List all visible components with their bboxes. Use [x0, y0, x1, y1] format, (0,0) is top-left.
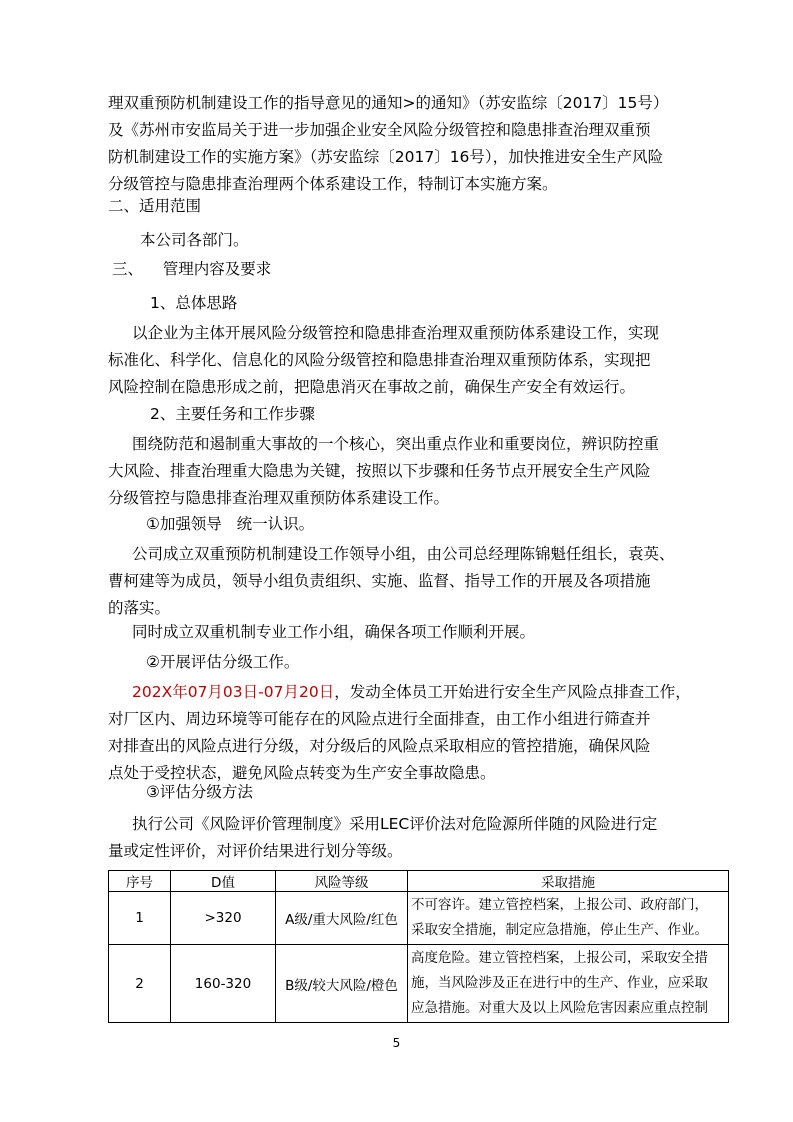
sub-two-title: 2、主要任务和工作步骤 [150, 405, 315, 423]
text-line: 以企业为主体开展风险分级管控和隐患排查治理双重预防体系建设工作，实现 [132, 324, 660, 342]
intro-paragraph [108, 90, 728, 198]
step-three-title: ③评估分级方法 [146, 783, 253, 801]
text-line: 的落实。 [108, 599, 171, 617]
text-line: 对厂区内、周边环境等可能存在的风险点进行全面排查，由工作小组进行筛查并 [108, 710, 651, 728]
text-line: 公司成立双重预防机制建设工作领导小组，由公司总经理陈锦魁任组长，袁英、 [132, 545, 675, 563]
risk-level-table [108, 870, 729, 1023]
step-one-paragraph [108, 541, 728, 622]
cell-no: 1 [109, 892, 171, 945]
step-three-paragraph [108, 811, 728, 865]
sub-one-paragraph [108, 320, 728, 401]
cell-risk-level: A级/重大风险/红色 [276, 892, 408, 945]
text-line: 点处于受控状态，避免风险点转变为生产安全事故隐患。 [108, 764, 496, 782]
measure-line: 应急措施。对重大及以上风险危害因素应重点控制 [411, 1000, 708, 1016]
section-two-title: 二、适用范围 [108, 197, 202, 215]
step-two-title: ②开展评估分级工作。 [146, 653, 300, 671]
text-line: 围绕防范和遏制重大事故的一个核心，突出重点作业和重要岗位，辨识防控重 [132, 435, 660, 453]
measure-line: 施，当风险涉及正在进行中的生产、作业，应采取 [411, 975, 708, 991]
text-line: 执行公司《风险评价管理制度》采用LEC评价法对危险源所伴随的风险进行定 [132, 815, 658, 833]
text-line: 大风险、排查治理重大隐患为关键，按照以下步骤和任务节点开展安全生产风险 [108, 462, 651, 480]
section-three-title: 三、 管理内容及要求 [112, 260, 272, 278]
sub-one-title: 1、总体思路 [150, 294, 238, 312]
column-header-risk-level: 风险等级 [276, 871, 408, 892]
cell-risk-level: B级/较大风险/橙色 [276, 945, 408, 1023]
column-header-no: 序号 [109, 871, 171, 892]
text-line: 量或定性评价，对评价结果进行划分等级。 [108, 842, 403, 860]
cell-measures [408, 945, 729, 1023]
page-number: 5 [392, 1036, 401, 1050]
text-line: 防机制建设工作的实施方案》（苏安监综〔2017〕16号），加快推进安全生产风险 [108, 148, 664, 166]
step-one-paragraph-two: 同时成立双重机制专业工作小组，确保各项工作顺利开展。 [132, 623, 536, 641]
measure-line: 采取安全措施，制定应急措施，停止生产、作业。 [411, 922, 708, 938]
step-two-paragraph [108, 679, 728, 787]
section-two-body: 本公司各部门。 [140, 231, 249, 249]
text-line: 及《苏州市安监局关于进一步加强企业安全风险分级管控和隐患排查治理双重预 [108, 121, 651, 139]
measure-line: 高度危险。建立管控档案，上报公司，采取安全措 [411, 950, 708, 966]
table-header-row [109, 871, 729, 892]
text-line: 分级管控与隐患排查治理双重预防体系建设工作。 [108, 489, 450, 507]
column-header-d-value: D值 [171, 871, 276, 892]
table-row [109, 892, 729, 945]
measure-line: 不可容许。建立管控档案，上报公司、政府部门， [411, 897, 708, 913]
column-header-measures: 采取措施 [408, 871, 729, 892]
cell-measures [408, 892, 729, 945]
date-range: 202X年07月03日-07月20日 [132, 683, 335, 701]
text-line: 标准化、科学化、信息化的风险分级管控和隐患排查治理双重预防体系，实现把 [108, 351, 651, 369]
text-line: 分级管控与隐患排查治理两个体系建设工作，特制订本实施方案。 [108, 175, 558, 193]
cell-d-value: >320 [171, 892, 276, 945]
text-line: 风险控制在隐患形成之前，把隐患消灭在事故之前，确保生产安全有效运行。 [108, 378, 636, 396]
text-line: 理双重预防机制建设工作的指导意见的通知>的通知》（苏安监综〔2017〕15号） [108, 94, 669, 112]
text-line: 曹柯建等为成员，领导小组负责组织、实施、监督、指导工作的开展及各项措施 [108, 572, 651, 590]
text-fragment: ，发动全体员工开始进行安全生产风险点排查工作， [334, 683, 691, 701]
step-one-title: ①加强领导 统一认识。 [146, 515, 315, 533]
text-line: 对排查出的风险点进行分级，对分级后的风险点采取相应的管控措施，确保风险 [108, 737, 651, 755]
text-line [108, 679, 728, 706]
cell-d-value: 160-320 [171, 945, 276, 1023]
table-row [109, 945, 729, 1023]
sub-two-paragraph [108, 431, 728, 512]
cell-no: 2 [109, 945, 171, 1023]
